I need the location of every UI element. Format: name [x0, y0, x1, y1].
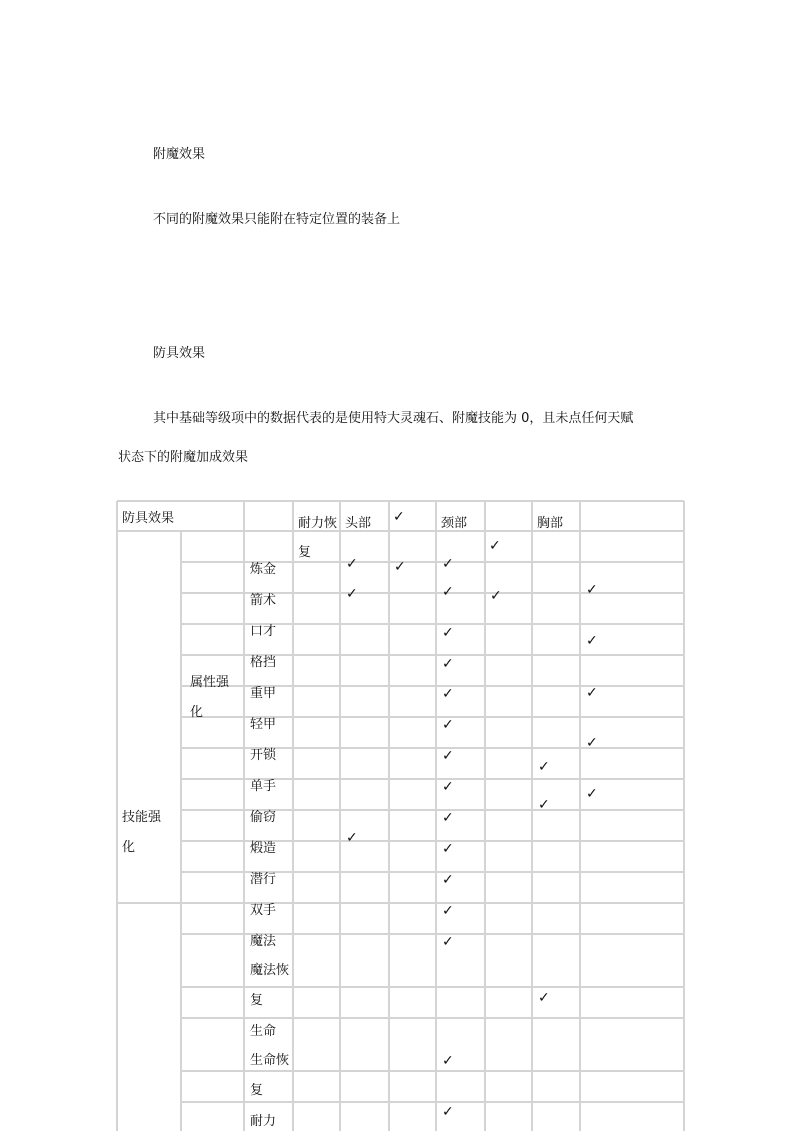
- group-attr-line1: 属性强: [190, 675, 230, 690]
- check-mark: ✓: [586, 685, 598, 701]
- check-mark: ✓: [442, 717, 454, 733]
- check-mark: ✓: [442, 841, 454, 857]
- check-mark: ✓: [489, 538, 501, 554]
- check-mark: ✓: [346, 830, 358, 846]
- check-mark: ✓: [442, 656, 454, 672]
- row-label: 偷窃: [250, 810, 277, 825]
- table-title: 防具效果: [122, 511, 175, 526]
- header-neck: 颈部: [441, 516, 468, 531]
- group-attr-line2: 化: [190, 705, 204, 720]
- check-mark: ✓: [538, 797, 550, 813]
- row-label: 格挡: [250, 655, 277, 670]
- check-mark: ✓: [442, 810, 454, 826]
- check-mark: ✓: [538, 990, 550, 1006]
- row-label: 魔法: [250, 934, 277, 949]
- note-enchant: 不同的附魔效果只能附在特定位置的装备上: [153, 212, 401, 227]
- note-armor-line1: 其中基础等级项中的数据代表的是使用特大灵魂石、附魔技能为 0，且未点任何天赋: [153, 411, 634, 426]
- row-label: 重甲: [250, 686, 277, 701]
- row-label: 开锁: [250, 748, 277, 763]
- row-label: 炼金: [250, 562, 277, 577]
- row-label: 箭术: [250, 593, 277, 608]
- row-label: 生命恢: [250, 1053, 290, 1068]
- check-mark: ✓: [346, 556, 358, 572]
- row-label: 口才: [250, 624, 277, 639]
- check-mark: ✓: [442, 1104, 454, 1120]
- note-armor-line2: 状态下的附魔加成效果: [118, 450, 249, 465]
- check-mark: ✓: [393, 509, 405, 525]
- header-chest: 胸部: [537, 516, 564, 531]
- row-label: 潜行: [250, 872, 277, 887]
- check-mark: ✓: [442, 934, 454, 950]
- check-mark: ✓: [586, 735, 598, 751]
- header-head: 头部: [345, 516, 372, 531]
- check-mark: ✓: [586, 582, 598, 598]
- check-mark: ✓: [586, 633, 598, 649]
- row-label: 生命: [250, 1024, 277, 1039]
- header-stamina-regen-cont: 复: [298, 545, 312, 560]
- group-skill-line2: 化: [122, 840, 136, 855]
- check-mark: ✓: [538, 759, 550, 775]
- check-mark: ✓: [442, 903, 454, 919]
- check-mark: ✓: [442, 625, 454, 641]
- check-mark: ✓: [490, 588, 502, 604]
- check-mark: ✓: [442, 686, 454, 702]
- row-label: 耐力: [250, 1114, 277, 1129]
- check-mark: ✓: [442, 779, 454, 795]
- check-mark: ✓: [442, 1053, 454, 1069]
- check-mark: ✓: [442, 872, 454, 888]
- check-mark: ✓: [586, 786, 598, 802]
- check-mark: ✓: [442, 748, 454, 764]
- group-skill-line1: 技能强: [122, 810, 162, 825]
- row-label: 双手: [250, 903, 277, 918]
- row-label: 轻甲: [250, 717, 277, 732]
- row-label: 复: [250, 1083, 264, 1098]
- heading-armor: 防具效果: [153, 346, 206, 361]
- row-label: 煅造: [250, 841, 277, 856]
- row-label: 魔法恢: [250, 963, 290, 978]
- check-mark: ✓: [346, 586, 358, 602]
- row-label: 单手: [250, 779, 277, 794]
- row-label: 复: [250, 993, 264, 1008]
- check-mark: ✓: [442, 584, 454, 600]
- check-mark: ✓: [394, 559, 406, 575]
- heading-enchant: 附魔效果: [153, 147, 206, 162]
- header-stamina-regen: 耐力恢: [298, 516, 338, 531]
- check-mark: ✓: [442, 556, 454, 572]
